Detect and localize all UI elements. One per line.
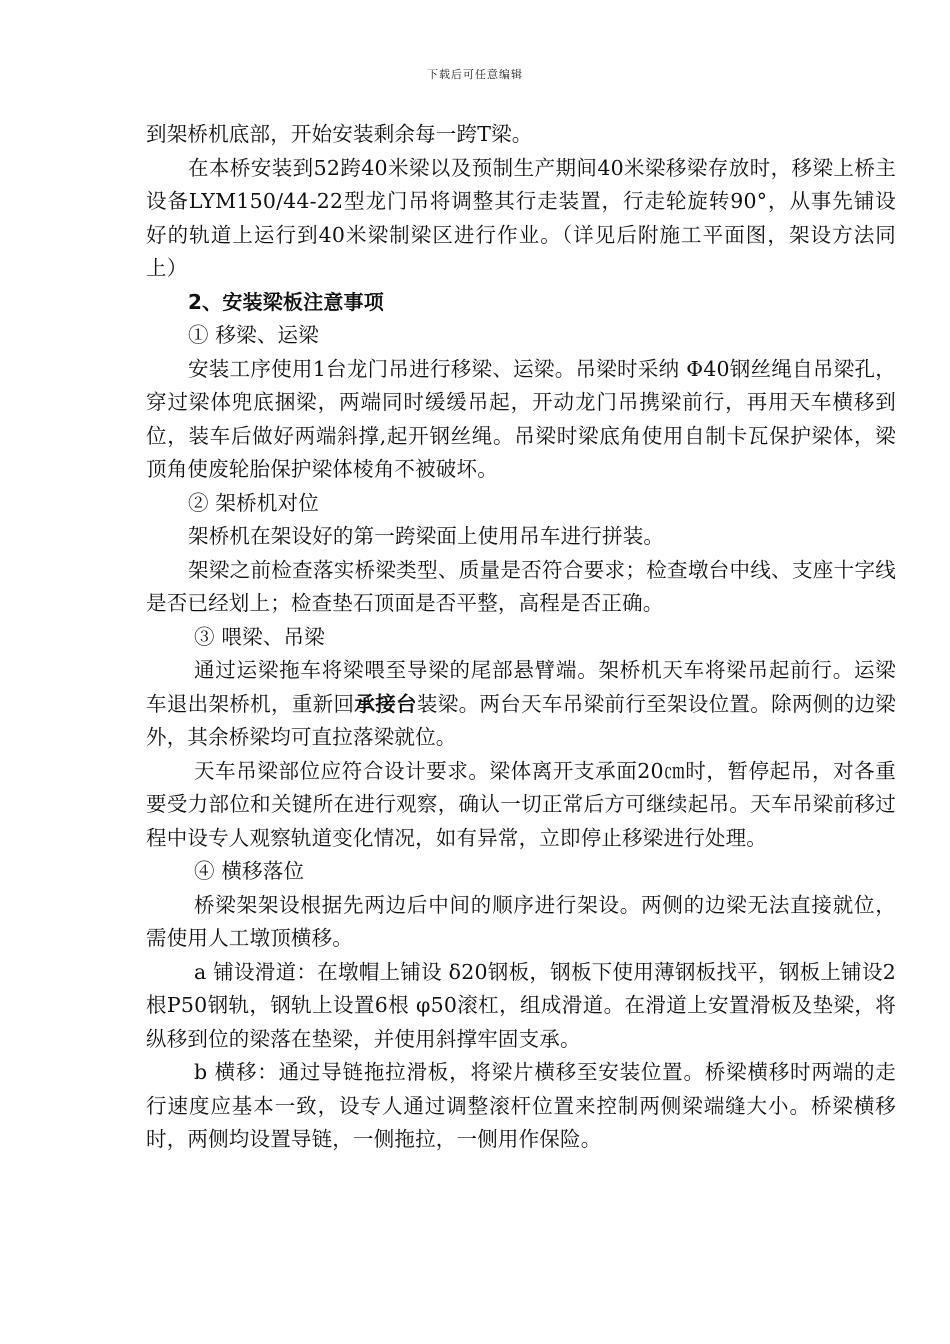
paragraph: 在本桥安装到52跨40米梁以及预制生产期间40米梁移梁存放时，移梁上桥主设备LYM150/44-22型龙门吊将调整其行走装置，行走轮旋转90°，从事先铺设好的轨道上运行到40米梁制梁区进行作业。（详见后附施工平面图，架设方法同上） <box>146 155 896 280</box>
paragraph: 到架桥机底部，开始安装剩余每一跨T梁。 <box>146 122 533 146</box>
paragraph: 天车吊梁部位应符合设计要求。梁体离开支承面20㎝时，暂停起吊，对各重要受力部位和关键所在进行观察，确认一切正常后方可继续起吊。天车吊梁前移过程中设专人观察轨道变化情况，如有异常，立即停止移梁进行处理。 <box>146 758 896 850</box>
paragraph: a 铺设滑道：在墩帽上铺设 δ20钢板，钢板下使用薄钢板找平，钢板上铺设2根P50钢轨，钢轨上设置6根 φ50滚杠，组成滑道。在滑道上安置滑板及垫梁，将纵移到位的梁落在垫梁，并使用斜撑牢固支承。 <box>146 959 896 1051</box>
section-heading: 2、安装梁板注意事项 <box>188 289 384 314</box>
paragraph-text: 通过运梁拖车将梁喂至导梁的尾部悬臂端。架桥机天车将梁吊起前行。运梁车退出架桥机，重新回 <box>146 658 896 716</box>
document-body <box>146 118 896 1157</box>
subsection-title: ③ 喂梁、吊梁 <box>194 624 325 649</box>
subsection-title: ① 移梁、运梁 <box>188 323 319 347</box>
paragraph: 架桥机在架设好的第一跨梁面上使用吊车进行拼装。 <box>188 524 665 548</box>
page-header: 下载后可任意编辑 <box>427 68 523 81</box>
subsection-title: ② 架桥机对位 <box>188 490 319 515</box>
paragraph: b 横移：通过导链拖拉滑板，将梁片横移至安装位置。桥梁横移时两端的走行速度应基本一致，设专人通过调整滚杆位置来控制两侧梁端缝大小。桥梁横移时，两侧均设置导链，一侧拖拉，一侧用作保险。 <box>146 1060 896 1151</box>
paragraph-text: 装梁。两台天车吊梁前行至架设位置。除两侧的边梁外，其余桥梁均可直拉落梁就位。 <box>146 691 896 749</box>
paragraph: 桥梁架架设根据先两边后中间的顺序进行架设。两侧的边梁无法直接就位，需使用人工墩顶横移。 <box>146 892 896 950</box>
paragraph: 安装工序使用1台龙门吊进行移梁、运梁。吊梁时采纳 Φ40钢丝绳自吊梁孔，穿过梁体兜底捆梁，两端同时缓缓吊起，开动龙门吊携梁前行，再用天车横移到位，装车后做好两端斜撑,起开钢丝绳。吊梁时梁底角使用自制卡瓦保护梁体，梁顶角使废轮胎保护梁体棱角不被破坏。 <box>146 356 896 481</box>
paragraph: 架梁之前检查落实桥梁类型、质量是否符合要求；检查墩台中线、支座十字线是否已经划上；检查垫石顶面是否平整，高程是否正确。 <box>146 557 896 615</box>
bold-term: 承接台 <box>354 691 417 716</box>
paragraph <box>146 654 896 755</box>
subsection-title: ④ 横移落位 <box>194 859 305 883</box>
